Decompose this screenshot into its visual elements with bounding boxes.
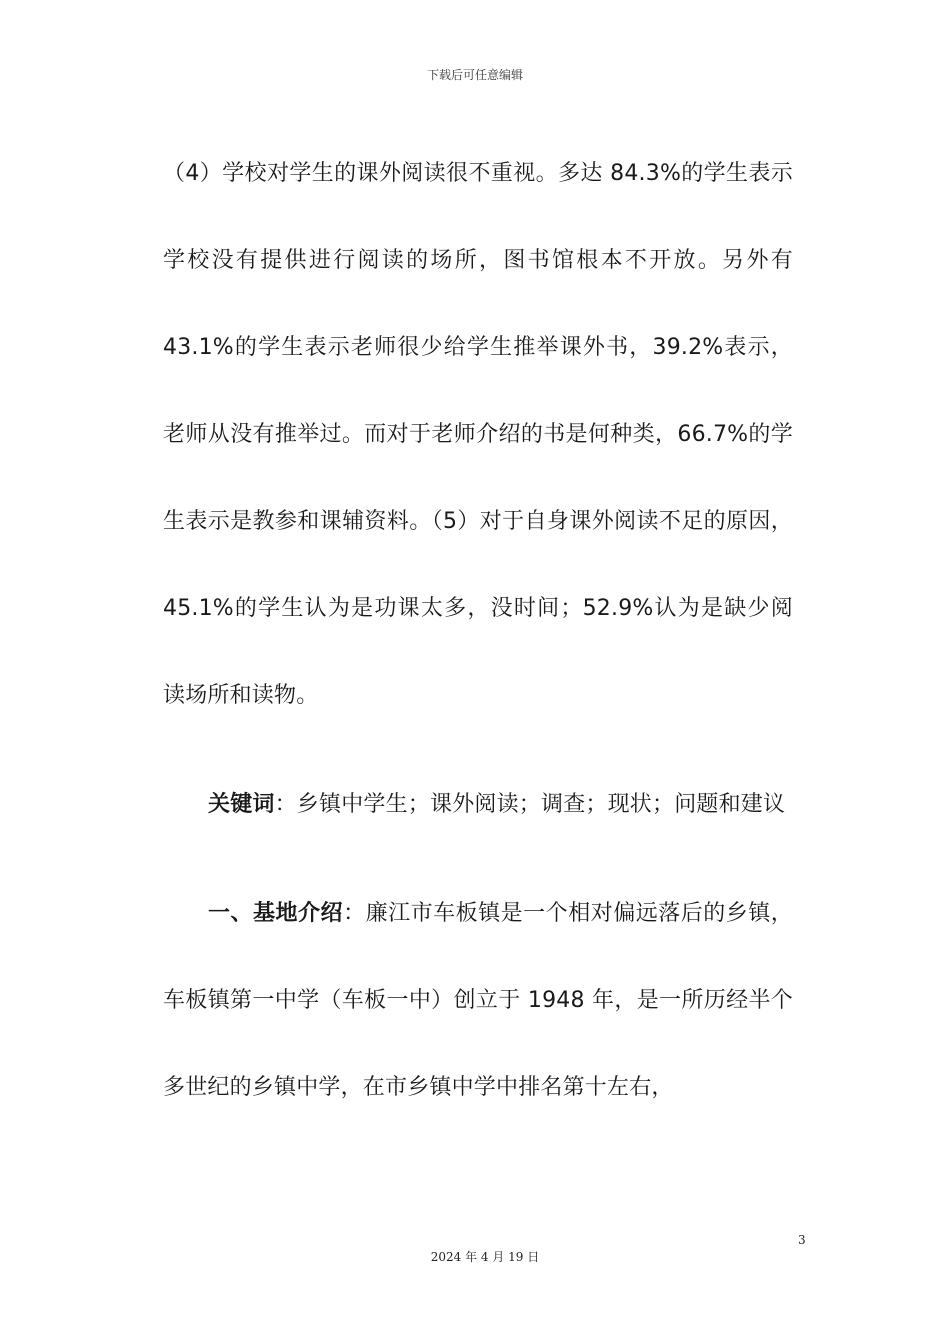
keywords-label: 关键词 <box>208 792 275 817</box>
section-heading: 一、基地介绍 <box>208 901 344 926</box>
paragraph-base-introduction <box>163 870 793 1131</box>
document-body <box>163 130 793 1131</box>
page-header: 下载后可任意编辑 <box>426 68 523 82</box>
page-number: 3 <box>798 1233 806 1247</box>
section-text: ：廉江市车板镇是一个相对偏远落后的乡镇，车板镇第一中学（车板一中）创立于 1948 年，是一所历经半个多世纪的乡镇中学，在市乡镇中学中排名第十左右， <box>163 901 793 1100</box>
keywords-text: ：乡镇中学生；课外阅读；调查；现状；问题和建议 <box>274 792 786 817</box>
paragraph-survey-findings: （4）学校对学生的课外阅读很不重视。多达 84.3%的学生表示学校没有提供进行阅读的场所，图书馆根本不开放。另外有 43.1%的学生表示老师很少给学生推举课外书，39.2%表示，老师从没有推举过。而对于老师介绍的书是何种类，66.7%的学生表示是教参和课辅资料。（5）对于自身课外阅读不足的原因，45.1%的学生认为是功课太多，没时间；52.9%认为是缺少阅读场所和读物。 <box>163 161 793 708</box>
page-footer-date: 2024 年 4 月 19 日 <box>430 1250 540 1264</box>
paragraph-keywords <box>163 761 793 848</box>
